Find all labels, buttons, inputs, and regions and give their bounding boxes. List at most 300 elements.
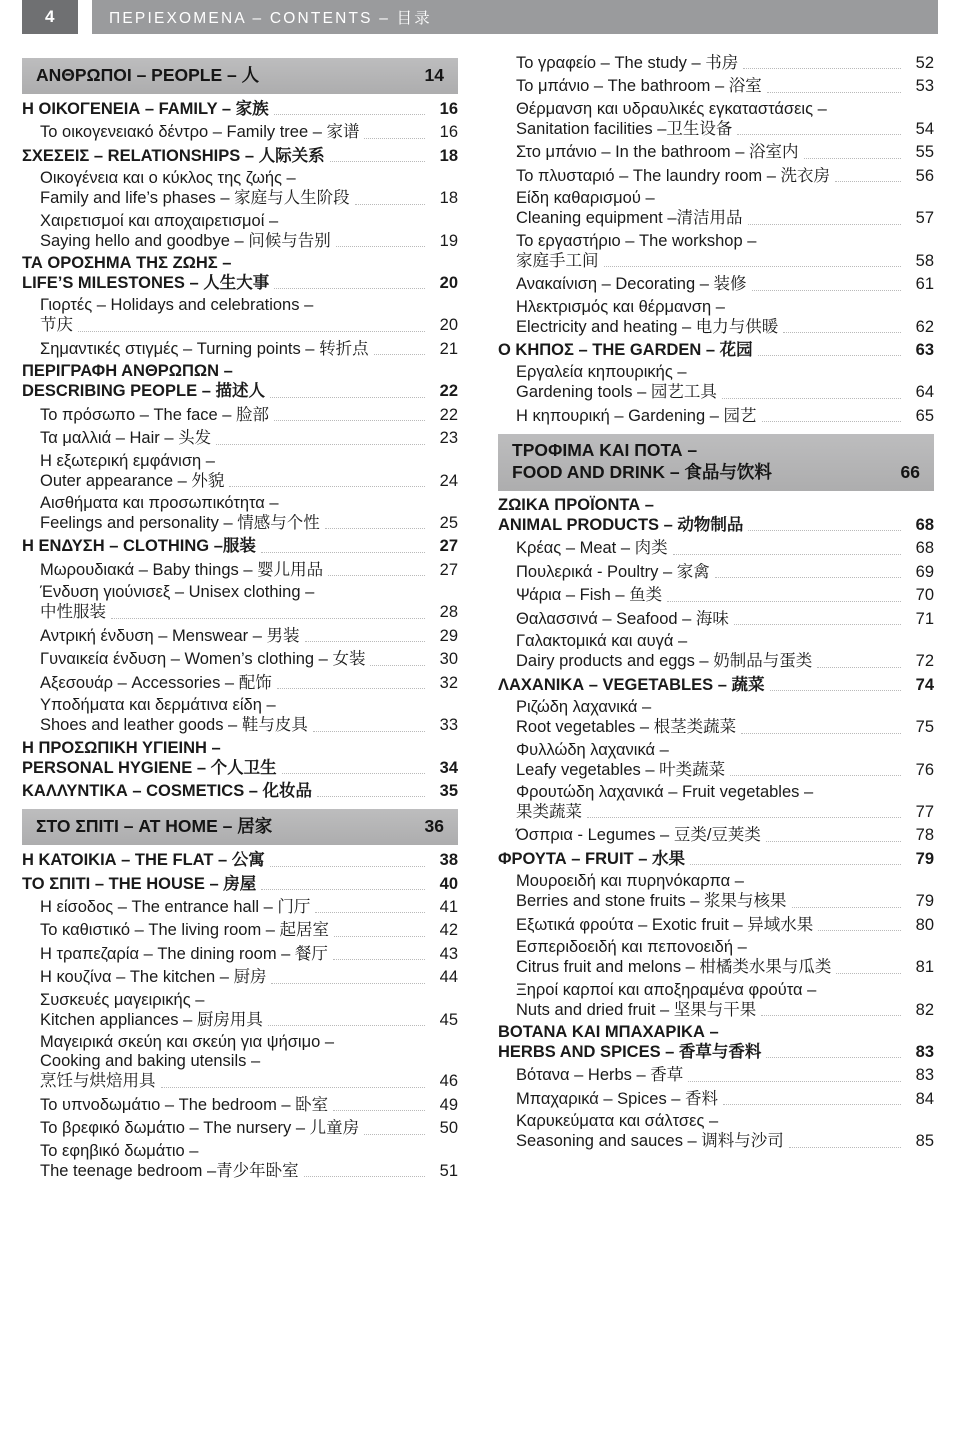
toc-page-number: 61 [915,275,934,294]
contents-columns [0,52,960,1183]
toc-entry-row [516,274,934,295]
toc-leader-dots [268,1025,425,1026]
toc-entry-title: Feelings and personality – 情感与个性 [40,514,320,532]
toc-leader-dots [330,161,425,162]
toc-leader-dots [325,528,425,529]
toc-page-number: 69 [915,562,934,581]
toc-sub-entry[interactable] [40,451,458,493]
toc-chapter-entry[interactable] [22,98,458,121]
toc-entry-title: ΣΧΕΣΕΙΣ – RELATIONSHIPS – 人际关系 [22,146,325,165]
toc-entry-line: ΠΕΡΙΓΡΑΦΗ ΑΝΘΡΩΠΩΝ – [22,362,233,381]
toc-entry-row [22,381,458,402]
toc-entry-row [498,340,934,361]
toc-section-banner[interactable] [22,809,458,845]
toc-chapter-entry[interactable] [22,253,458,295]
toc-entry-title: Θαλασσινά – Seafood – 海味 [516,609,729,628]
toc-entry-line: Υποδήματα και δερμάτινα είδη – [40,696,276,715]
toc-chapter-entry[interactable] [22,145,458,168]
toc-entry-title: Η κηπουρική – Gardening – 园艺 [516,406,757,425]
toc-leader-dots [271,983,425,984]
toc-entry-row [40,967,458,988]
toc-page-number: 54 [915,119,934,138]
toc-leader-dots [789,1147,901,1148]
toc-entry-row [22,99,458,120]
toc-sub-entry[interactable] [516,631,934,673]
toc-leader-dots [313,731,425,732]
toc-entry-title: Shoes and leather goods – 鞋与皮具 [40,716,308,735]
toc-page-number: 27 [439,560,458,579]
toc-entry-row [22,536,458,557]
toc-page-number: 79 [915,849,934,868]
toc-sub-entry[interactable] [516,141,934,164]
toc-sub-entry[interactable] [40,427,458,450]
toc-leader-dots [766,841,901,842]
toc-entry-row [40,405,458,426]
toc-leader-dots [277,832,409,833]
toc-leader-dots [792,907,901,908]
toc-sub-entry[interactable] [40,896,458,919]
toc-sub-entry[interactable] [516,188,934,230]
toc-entry-title: The teenage bedroom –青少年卧室 [40,1161,299,1180]
toc-entry-row [40,1071,458,1092]
toc-leader-dots [783,332,901,333]
toc-entry-title: 烹饪与烘焙用具 [40,1072,156,1091]
toc-sub-entry[interactable] [516,537,934,560]
toc-chapter-entry[interactable] [22,873,458,896]
toc-entry-row [516,166,934,187]
toc-leader-dots [333,959,425,960]
toc-entry-row [516,609,934,630]
toc-page-number: 55 [915,143,934,162]
running-head [0,0,960,34]
runhead-gap [78,0,92,34]
toc-entry-row [516,1131,934,1152]
toc-sub-entry[interactable] [516,273,934,296]
toc-entry-line: Συσκευές μαγειρικής – [40,990,205,1009]
runhead-right-margin [938,0,960,34]
toc-leader-dots [364,138,425,139]
toc-entry-row [40,428,458,449]
toc-leader-dots [374,354,425,355]
toc-page-number: 81 [915,958,934,977]
toc-sub-entry[interactable] [516,584,934,607]
toc-entry-title: Το βρεφικό δωμάτιο – The nursery – 儿童房 [40,1119,360,1138]
toc-page-number: 77 [915,802,934,821]
toc-entry-line: Η ΠΡΟΣΩΠΙΚΗ ΥΓΙΕΙΝΗ – [22,738,221,757]
toc-page-number: 63 [915,340,934,359]
toc-leader-dots [762,421,902,422]
toc-sub-entry[interactable] [516,782,934,824]
toc-entry-row [516,651,934,672]
toc-entry-line: Εργαλεία κηπουρικής – [516,363,687,382]
toc-leader-dots [216,444,425,445]
toc-leader-dots [334,936,425,937]
toc-entry-row [40,315,458,336]
toc-sub-entry[interactable] [40,1094,458,1117]
toc-entry-title: Electricity and heating – 电力与供暖 [516,317,779,336]
toc-chapter-entry[interactable] [498,1022,934,1064]
toc-entry-row [40,560,458,581]
toc-entry-row [498,849,934,870]
toc-entry-line: Φρουτώδη λαχανικά – Fruit vegetables – [516,782,814,801]
toc-sub-entry[interactable] [516,608,934,631]
toc-page-number: 41 [439,898,458,916]
toc-entry-row [40,471,458,492]
running-head-title: ΠΕΡΙΕΧΟΜΕΝΑ – CONTENTS – 目录 [92,0,938,34]
toc-page-number: 34 [439,758,458,777]
toc-sub-entry[interactable] [516,1064,934,1087]
toc-entry-line: ΤΡΟΦΙΜΑ ΚΑΙ ΠΟΤΑ – [512,440,698,461]
toc-entry-title: Sanitation facilities –卫生设备 [516,119,733,138]
toc-page-number: 27 [439,537,458,556]
toc-chapter-entry[interactable] [22,780,458,803]
toc-leader-dots [667,601,901,602]
toc-sub-entry[interactable] [40,1141,458,1183]
toc-entry-title: Το πρόσωπο – The face – 脸部 [40,405,270,424]
toc-page-number: 14 [424,65,444,85]
toc-leader-dots [305,641,425,642]
toc-page-number: 80 [915,915,934,934]
toc-sub-entry[interactable] [40,648,458,671]
toc-entry-line: ΖΩΙΚΑ ΠΡΟΪΟΝΤΑ – [498,496,654,514]
toc-page-number: 22 [439,405,458,424]
toc-entry-row [40,339,458,360]
toc-entry-title: Αξεσουάρ – Accessories – 配饰 [40,673,272,692]
toc-entry-row [40,1161,458,1182]
toc-page-number: 30 [439,650,458,669]
toc-leader-dots [355,204,425,205]
toc-page-number: 33 [439,716,458,735]
toc-entry-title: ΣΤΟ ΣΠΙΤΙ – AT HOME – 居家 [36,816,273,837]
toc-entry-line: ΤΑ ΟΡΟΣΗΜΑ ΤΗΣ ΖΩΗΣ – [22,253,232,272]
toc-chapter-entry[interactable] [498,495,934,537]
toc-sub-entry[interactable] [40,966,458,989]
toc-entry-title: Family and life’s phases – 家庭与人生阶段 [40,189,350,208]
toc-page-number: 71 [915,609,934,628]
toc-entry-title: Ο ΚΗΠΟΣ – THE GARDEN – 花园 [498,340,753,359]
toc-entry-title: Όσπρια - Legumes – 豆类/豆荚类 [516,826,761,845]
toc-sub-entry[interactable] [40,1117,458,1140]
toc-page-number: 25 [439,514,458,532]
toc-leader-dots [370,665,425,666]
toc-entry-title: Berries and stone fruits – 浆果与核果 [516,892,787,911]
toc-leader-dots [766,1057,901,1058]
toc-entry-row [40,649,458,670]
toc-sub-entry[interactable] [40,943,458,966]
toc-sub-entry[interactable] [516,405,934,428]
toc-entry-title: Βότανα – Herbs – 香草 [516,1066,684,1085]
toc-page-number: 21 [439,339,458,358]
toc-entry-row [516,1000,934,1021]
toc-leader-dots [282,773,425,774]
toc-entry-row [22,874,458,895]
toc-sub-entry[interactable] [40,168,458,210]
toc-entry-title: Το γραφείο – The study – 书房 [516,54,739,72]
toc-entry-title: FOOD AND DRINK – 食品与饮料 [512,462,772,483]
toc-entry-row [22,273,458,294]
toc-sub-entry[interactable] [516,937,934,979]
toc-entry-line: Μαγειρικά σκεύη και σκεύη για ψήσιμο – [40,1033,335,1052]
toc-leader-dots [748,530,901,531]
toc-page-number: 22 [439,382,458,401]
toc-entry-row [22,850,458,871]
toc-leader-dots [270,397,425,398]
toc-sub-entry[interactable] [516,165,934,188]
toc-entry-row [40,513,458,534]
toc-page-number: 32 [439,673,458,692]
toc-entry-row [516,891,934,912]
toc-page-number: 68 [915,539,934,558]
toc-entry-line: Φυλλώδη λαχανικά – [516,740,669,759]
toc-entry-row [516,585,934,606]
toc-entry-title: Η ΕΝΔΥΣΗ – CLOTHING –服装 [22,537,256,556]
toc-leader-dots [304,1176,425,1177]
toc-page-number: 56 [915,166,934,185]
toc-leader-dots [261,552,425,553]
toc-page-number: 20 [439,316,458,335]
toc-sub-entry[interactable] [516,740,934,782]
toc-page-number: 75 [915,718,934,737]
toc-entry-row [40,1118,458,1139]
toc-leader-dots [673,554,901,555]
toc-sub-entry[interactable] [516,1088,934,1111]
toc-leader-dots [333,1110,425,1111]
toc-entry-row [516,538,934,559]
toc-entry-title: 果类蔬菜 [516,802,582,821]
toc-sub-entry[interactable] [516,1111,934,1153]
toc-leader-dots [752,290,901,291]
toc-sub-entry[interactable] [40,121,458,144]
toc-entry-row [22,146,458,167]
toc-sub-entry[interactable] [516,914,934,937]
toc-sub-entry[interactable] [40,295,458,337]
toc-entry-title: Leafy vegetables – 叶类蔬菜 [516,760,726,779]
toc-entry-title: Μωρουδιακά – Baby things – 婴儿用品 [40,560,324,579]
toc-sub-entry[interactable] [516,231,934,273]
toc-page-number: 45 [439,1010,458,1029]
toc-sub-entry[interactable] [516,561,934,584]
toc-leader-dots [715,577,901,578]
toc-page-number: 20 [439,273,458,292]
toc-entry-title: Μπαχαρικά – Spices – 香料 [516,1089,719,1108]
toc-sub-entry[interactable] [40,1032,458,1093]
toc-entry-title: 中性服装 [40,603,106,622]
toc-sub-entry[interactable] [40,625,458,648]
toc-leader-dots [364,1134,425,1135]
toc-sub-entry[interactable] [516,871,934,913]
toc-leader-dots [229,486,425,487]
toc-entry-title: Πουλερικά - Poultry – 家禽 [516,562,710,581]
toc-entry-line: Καρυκεύματα και σάλτσες – [516,1112,719,1131]
toc-sub-entry[interactable] [40,582,458,624]
toc-page-number: 78 [915,826,934,845]
toc-leader-dots [741,733,901,734]
toc-sub-entry[interactable] [40,404,458,427]
toc-entry-line: Αισθήματα και προσωπικότητα – [40,494,279,512]
toc-entry-title: Cleaning equipment –清洁用品 [516,209,743,228]
toc-page-number: 49 [439,1095,458,1114]
toc-section-banner[interactable] [498,434,934,491]
toc-page-number: 57 [915,209,934,228]
toc-entry-title: Gardening tools – 园艺工具 [516,383,717,402]
toc-page-number: 46 [439,1072,458,1091]
toc-entry-row [516,760,934,781]
toc-chapter-entry[interactable] [22,738,458,780]
toc-entry-title: Η είσοδος – The entrance hall – 门厅 [40,898,311,916]
toc-sub-entry[interactable] [516,52,934,75]
toc-entry-title: Root vegetables – 根茎类蔬菜 [516,718,737,737]
toc-leader-dots [730,775,901,776]
toc-leader-dots [761,1015,901,1016]
toc-leader-dots [836,973,901,974]
toc-page-number: 44 [439,968,458,987]
toc-entry-row [516,317,934,338]
toc-leader-dots [161,1087,426,1088]
toc-entry-title: Outer appearance – 外貌 [40,471,225,490]
toc-entry-line: Μουροειδή και πυρηνόκαρπα – [516,872,744,891]
toc-leader-dots [835,181,901,182]
toc-entry-row [516,382,934,403]
toc-entry-title: Τα μαλλιά – Hair – 头发 [40,429,212,448]
toc-chapter-entry[interactable] [498,339,934,362]
toc-entry-line: Θέρμανση και υδραυλικές εγκαταστάσεις – [516,99,827,118]
toc-section-banner[interactable] [22,58,458,94]
toc-sub-entry[interactable] [516,297,934,339]
toc-sub-entry[interactable] [516,75,934,98]
toc-entry-title: ΤΟ ΣΠΙΤΙ – THE HOUSE – 房屋 [22,874,257,893]
toc-entry-row [516,957,934,978]
toc-entry-line: Γαλακτομικά και αυγά – [516,632,688,651]
toc-entry-line: Γιορτές – Holidays and celebrations – [40,296,314,315]
toc-sub-entry[interactable] [40,990,458,1032]
toc-entry-row [40,122,458,143]
toc-sub-entry[interactable] [516,697,934,739]
toc-entry-title: Η ΚΑΤΟΙΚΙΑ – THE FLAT – 公寓 [22,851,265,870]
toc-entry-row [516,142,934,163]
toc-entry-title: Η τραπεζαρία – The dining room – 餐厅 [40,944,328,963]
toc-entry-title: Ψάρια – Fish – 鱼类 [516,586,663,605]
toc-entry-title: Η κουζίνα – The kitchen – 厨房 [40,968,267,987]
page-folio: 4 [22,0,78,34]
toc-page-number: 28 [439,603,458,622]
toc-entry-row [516,825,934,846]
toc-sub-entry[interactable] [40,695,458,737]
toc-entry-line: Το εφηβικό δωμάτιο – [40,1141,199,1160]
toc-entry-title: ANIMAL PRODUCTS – 动物制品 [498,516,744,534]
toc-page-number: 43 [439,944,458,963]
toc-entry-row [40,673,458,694]
toc-leader-dots [317,796,425,797]
toc-sub-entry[interactable] [516,824,934,847]
toc-leader-dots [777,478,885,479]
toc-chapter-entry[interactable] [22,361,458,403]
toc-sub-entry[interactable] [40,672,458,695]
toc-leader-dots [274,114,425,115]
toc-page-number: 51 [439,1161,458,1180]
toc-chapter-entry[interactable] [498,674,934,697]
toc-entry-title: Σημαντικές στιγμές – Turning points – 转折点 [40,339,369,358]
toc-entry-title: ΑΝΘΡΩΠΟΙ – PEOPLE – 人 [36,65,260,85]
toc-page-number: 19 [439,231,458,250]
toc-leader-dots [264,81,409,82]
toc-sub-entry[interactable] [40,493,458,535]
toc-entry-line: Ηλεκτρισμός και θέρμανση – [516,297,725,316]
toc-page-number: 85 [915,1132,934,1151]
toc-leader-dots [261,889,425,890]
toc-entry-row [40,944,458,965]
toc-entry-title: Το οικογενειακό δέντρο – Family tree – 家谱 [40,123,360,142]
toc-entry-title: PERSONAL HYGIENE – 个人卫生 [22,758,277,777]
runhead-left-margin [0,0,22,34]
toc-entry-title: ΛΑΧΑΝΙΚΑ – VEGETABLES – 蔬菜 [498,675,765,694]
toc-entry-row [36,815,444,838]
toc-page-number: 72 [915,652,934,671]
toc-entry-row [22,758,458,779]
toc-leader-dots [748,224,901,225]
toc-sub-entry[interactable] [516,99,934,141]
toc-entry-row [516,1089,934,1110]
toc-entry-row [516,76,934,97]
toc-entry-line: ΒΟΤΑΝΑ ΚΑΙ ΜΠΑΧΑΡΙΚΑ – [498,1023,719,1041]
toc-entry-row [516,717,934,738]
toc-leader-dots [336,246,425,247]
contents-column-left [0,52,480,1183]
toc-page-number: 76 [915,760,934,779]
toc-sub-entry[interactable] [40,919,458,942]
toc-page-number: 66 [900,462,920,483]
toc-sub-entry[interactable] [516,980,934,1022]
toc-entry-row [40,897,458,918]
toc-sub-entry[interactable] [40,559,458,582]
toc-leader-dots [274,420,425,421]
toc-entry-title: Το μπάνιο – The bathroom – 浴室 [516,77,762,96]
toc-chapter-entry[interactable] [22,535,458,558]
toc-sub-entry[interactable] [40,338,458,361]
toc-entry-line: Ένδυση γιούνισεξ – Unisex clothing – [40,583,315,602]
toc-page-number: 16 [439,99,458,118]
toc-page-number: 68 [915,516,934,534]
toc-entry-line: Το εργαστήριο – The workshop – [516,231,757,250]
toc-page-number: 38 [439,851,458,870]
toc-sub-entry[interactable] [516,362,934,404]
toc-entry-line: Cooking and baking utensils – [40,1052,261,1071]
toc-page-number: 84 [915,1089,934,1108]
toc-entry-row [40,715,458,736]
toc-entry-title: Κρέας – Meat – 肉类 [516,539,668,558]
toc-page-number: 35 [439,781,458,800]
toc-sub-entry[interactable] [40,211,458,253]
toc-chapter-entry[interactable] [498,848,934,871]
toc-page-number: 16 [439,123,458,142]
toc-entry-row [40,1095,458,1116]
toc-leader-dots [817,667,901,668]
toc-entry-title: ΚΑΛΛΥΝΤΙΚΑ – COSMETICS – 化妆品 [22,781,313,800]
toc-entry-line: Οικογένεια και ο κύκλος της ζωής – [40,169,296,188]
toc-entry-row [516,562,934,583]
toc-entry-row [498,675,934,696]
toc-entry-title: DESCRIBING PEOPLE – 描述人 [22,382,265,401]
toc-leader-dots [688,1081,901,1082]
toc-chapter-entry[interactable] [22,849,458,872]
toc-entry-title: Στο μπάνιο – In the bathroom – 浴室内 [516,143,799,162]
toc-entry-row [498,1042,934,1063]
toc-page-number: 29 [439,626,458,645]
toc-page-number: 79 [915,892,934,911]
toc-entry-title: Dairy products and eggs – 奶制品与蛋类 [516,652,813,671]
toc-leader-dots [328,575,425,576]
toc-entry-line: Ριζώδη λαχανικά – [516,698,652,717]
toc-entry-line: Είδη καθαρισμού – [516,189,655,208]
